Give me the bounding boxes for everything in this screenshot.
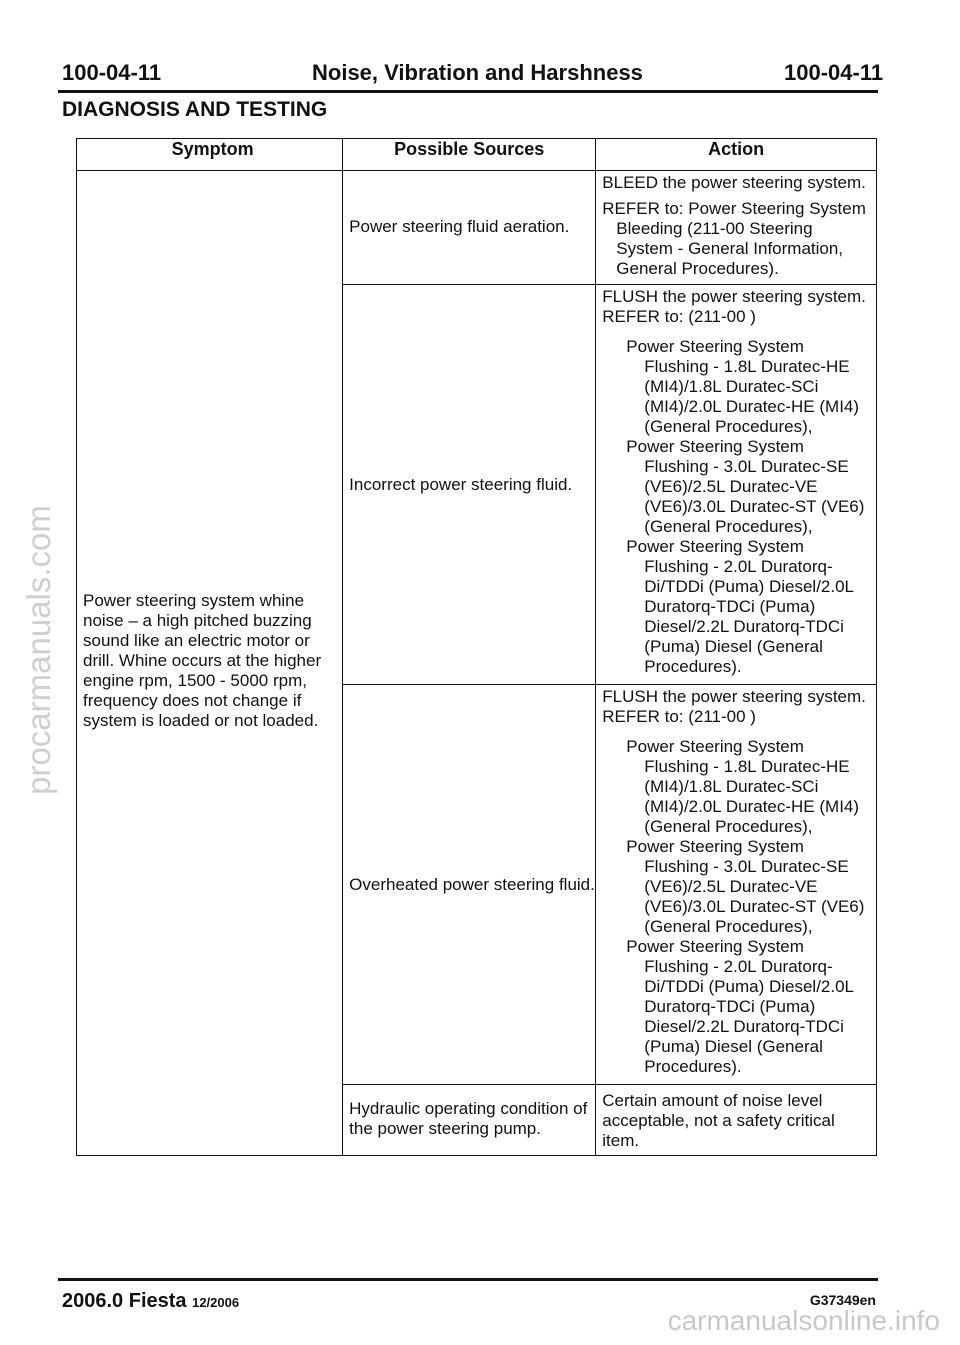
source-cell <box>343 685 596 1085</box>
reference-line: (MI4)/1.8L Duratec-SCi <box>644 377 819 396</box>
side-watermark: procarmanuals.com <box>20 505 57 795</box>
action-line: System - General Information, <box>616 239 844 258</box>
reference-line: (Puma) Diesel (General <box>644 1037 823 1056</box>
action-line: Bleeding (211-00 Steering <box>616 219 813 238</box>
reference-line: (General Procedures), <box>644 917 813 936</box>
reference-line: Power Steering System <box>626 337 804 356</box>
action-cell <box>596 171 877 285</box>
footer-rule <box>58 1278 878 1281</box>
symptom-cell <box>77 171 343 1156</box>
source-text: Incorrect power steering fluid. <box>349 475 573 494</box>
bottom-watermark: carmanualsonline.info <box>667 1305 940 1336</box>
section-title: DIAGNOSIS AND TESTING <box>62 98 328 121</box>
action-line: REFER to: Power Steering System <box>602 199 866 218</box>
reference-line: Power Steering System <box>626 437 804 456</box>
reference-line: Power Steering System <box>626 837 804 856</box>
reference-line: (General Procedures), <box>644 417 813 436</box>
reference-line: Procedures). <box>644 657 742 676</box>
table-row <box>77 171 877 285</box>
footer-model <box>62 1290 239 1313</box>
reference-line: Flushing - 2.0L Duratorq- <box>644 957 833 976</box>
reference-line: (VE6)/3.0L Duratec-ST (VE6) <box>644 497 865 516</box>
reference-list <box>602 737 872 1077</box>
reference-line: (VE6)/2.5L Duratec-VE <box>644 877 818 896</box>
reference-line: Flushing - 3.0L Duratec-SE <box>644 457 849 476</box>
source-cell <box>343 171 596 285</box>
reference-line: (MI4)/1.8L Duratec-SCi <box>644 777 819 796</box>
symptom-text: Power steering system whine noise – a high pitched buzzing sound like an electric motor or drill. Whine occurs at the higher engine rpm, 1500 - 5000 rpm, frequency does not change if system is loaded or not loaded. <box>83 591 322 730</box>
header-rule <box>58 90 878 93</box>
reference-line: (General Procedures), <box>644 817 813 836</box>
reference-list <box>602 337 872 677</box>
reference-line: (MI4)/2.0L Duratec-HE (MI4) <box>644 797 860 816</box>
table-header-row <box>77 139 877 171</box>
reference-line: Di/TDDi (Puma) Diesel/2.0L <box>644 577 855 596</box>
reference-line: Power Steering System <box>626 737 804 756</box>
reference-line: Duratorq-TDCi (Puma) <box>644 997 816 1016</box>
diagnosis-table <box>76 138 877 1156</box>
source-text: Hydraulic operating condition of the power steering pump. <box>349 1099 588 1138</box>
reference-line: (Puma) Diesel (General <box>644 637 823 656</box>
footer-date: 12/2006 <box>192 1295 240 1310</box>
reference-line: Flushing - 1.8L Duratec-HE <box>644 757 850 776</box>
col-action-header: Action <box>596 139 877 171</box>
action-cell <box>596 285 877 685</box>
action-cell <box>596 1085 877 1156</box>
reference-line: Flushing - 2.0L Duratorq- <box>644 557 833 576</box>
reference-line: Diesel/2.2L Duratorq-TDCi <box>644 1017 844 1036</box>
source-text: Power steering fluid aeration. <box>349 217 570 236</box>
reference-line: Duratorq-TDCi (Puma) <box>644 597 816 616</box>
reference-line: Flushing - 3.0L Duratec-SE <box>644 857 849 876</box>
action-line: FLUSH the power steering system. <box>602 287 866 306</box>
action-line: REFER to: (211-00 ) <box>602 307 756 326</box>
reference-line: Di/TDDi (Puma) Diesel/2.0L <box>644 977 855 996</box>
reference-line: (VE6)/3.0L Duratec-ST (VE6) <box>644 897 865 916</box>
action-line: Certain amount of noise level acceptable, not a safety critical item. <box>602 1091 835 1150</box>
source-cell <box>343 1085 596 1156</box>
reference-line: Power Steering System <box>626 937 804 956</box>
reference-line: (VE6)/2.5L Duratec-VE <box>644 477 818 496</box>
action-line: BLEED the power steering system. <box>602 173 866 192</box>
action-line: General Procedures). <box>616 259 779 278</box>
source-cell <box>343 285 596 685</box>
action-line: FLUSH the power steering system. <box>602 687 866 706</box>
footer-code: G37349en <box>809 1292 876 1308</box>
page-number-left: 100-04-11 <box>62 60 162 85</box>
page-number-right: 100-04-11 <box>784 60 884 85</box>
reference-line: Flushing - 1.8L Duratec-HE <box>644 357 850 376</box>
reference-line: Power Steering System <box>626 537 804 556</box>
action-cell <box>596 685 877 1085</box>
col-sources-header: Possible Sources <box>343 139 596 171</box>
source-text: Overheated power steering fluid. <box>349 875 595 894</box>
col-symptom-header: Symptom <box>77 139 343 171</box>
reference-line: Procedures). <box>644 1057 742 1076</box>
footer-model-name: 2006.0 Fiesta <box>62 1290 187 1312</box>
reference-line: (MI4)/2.0L Duratec-HE (MI4) <box>644 397 860 416</box>
action-line: REFER to: (211-00 ) <box>602 707 756 726</box>
reference-line: Diesel/2.2L Duratorq-TDCi <box>644 617 844 636</box>
reference-line: (General Procedures), <box>644 517 813 536</box>
page-title: Noise, Vibration and Harshness <box>312 60 643 85</box>
